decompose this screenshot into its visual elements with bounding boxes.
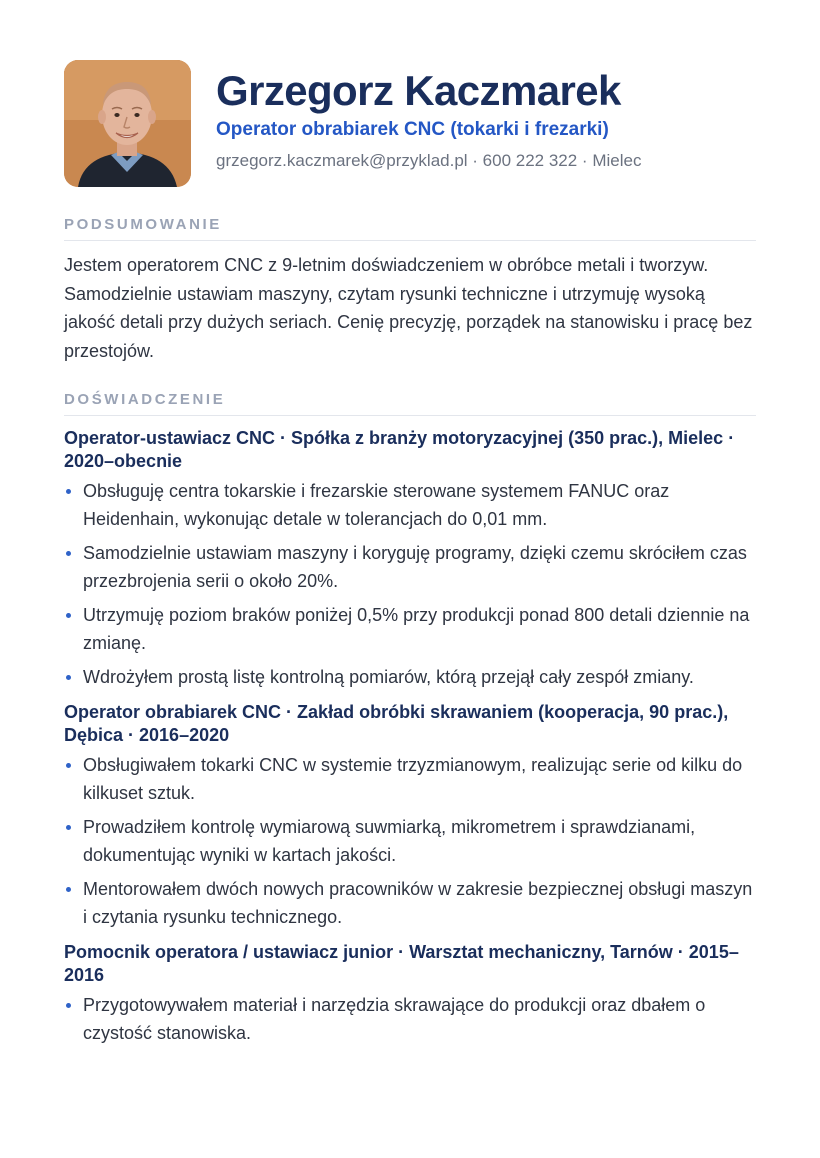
candidate-role: Operator obrabiarek CNC (tokarki i frezarki) [216, 119, 609, 141]
list-item: Mentorowałem dwóch nowych pracowników w zakresie bezpiecznej obsługi maszyn i czytania rysunku technicznego. [64, 875, 756, 931]
job-bullets [64, 991, 756, 1047]
person-portrait-icon [64, 60, 191, 187]
list-item: Wdrożyłem prostą listę kontrolną pomiarów, którą przejął cały zespół zmiany. [64, 663, 756, 691]
list-item: Przygotowywałem materiał i narzędzia skrawające do produkcji oraz dbałem o czystość stanowiska. [64, 991, 756, 1047]
list-item: Obsługuję centra tokarskie i frezarskie sterowane systemem FANUC oraz Heidenhain, wykonując detale w tolerancjach do 0,01 mm. [64, 477, 756, 533]
job-title: Pomocnik operatora / ustawiacz junior · Warsztat mechaniczny, Tarnów · 2015–2016 [64, 942, 739, 985]
job-entry [64, 427, 756, 691]
job-title: Operator-ustawiacz CNC · Spółka z branży motoryzacyjnej (350 prac.), Mielec · 2020–obecnie [64, 428, 735, 471]
summary-text: Jestem operatorem CNC z 9-letnim doświadczeniem w obróbce metali i tworzyw. Samodzielnie ustawiam maszyny, czytam rysunki techniczne i utrzymuję wysoką jakość detali przy dużych seriach. Cenię precyzję, porządek na stanowisku i pracę bez przestojów. [64, 255, 753, 361]
job-entry [64, 941, 756, 1047]
experience-heading: DOŚWIADCZENIE [64, 391, 756, 416]
experience-section [64, 391, 756, 1047]
list-item: Samodzielnie ustawiam maszyny i koryguję programy, dzięki czemu skróciłem czas przezbrojenia serii o około 20%. [64, 539, 756, 595]
job-title: Operator obrabiarek CNC · Zakład obróbki skrawaniem (kooperacja, 90 prac.), Dębica · 2016–2020 [64, 702, 729, 745]
candidate-name: Grzegorz Kaczmarek [216, 67, 621, 114]
job-entry [64, 701, 756, 931]
list-item: Utrzymuję poziom braków poniżej 0,5% przy produkcji ponad 800 detali dziennie na zmianę. [64, 601, 756, 657]
list-item: Prowadziłem kontrolę wymiarową suwmiarką, mikrometrem i sprawdzianami, dokumentując wyniki w kartach jakości. [64, 813, 756, 869]
identity-block [216, 60, 641, 172]
contact-line: grzegorz.kaczmarek@przyklad.pl · 600 222 322 · Mielec [216, 151, 642, 171]
job-bullets [64, 477, 756, 691]
list-item: Obsługiwałem tokarki CNC w systemie trzyzmianowym, realizując serie od kilku do kilkuset sztuk. [64, 751, 756, 807]
job-bullets [64, 751, 756, 931]
profile-photo [64, 60, 191, 187]
summary-section [64, 216, 756, 365]
summary-heading: PODSUMOWANIE [64, 216, 756, 241]
resume-header [64, 60, 756, 187]
